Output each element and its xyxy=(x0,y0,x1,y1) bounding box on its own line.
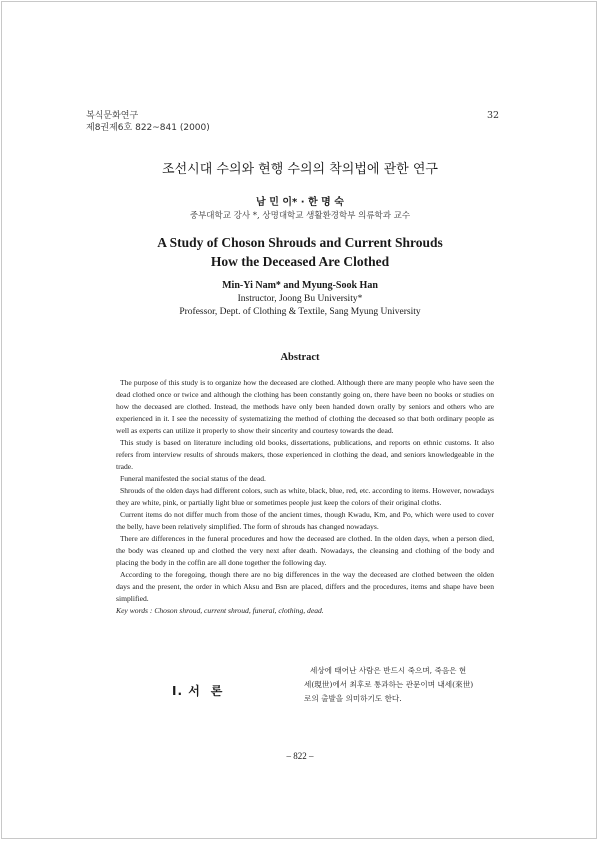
volume-info: 제8권제6호 822~841 (2000) xyxy=(86,123,210,133)
page-number: 32 xyxy=(487,110,500,121)
english-title xyxy=(0,233,600,271)
abstract-paragraph: Shrouds of the olden days had different colors, such as white, black, blue, red, etc. according to items. However, nowadays they are white, pink, or partially light blue or sometimes people just keep the colors of their original cloths. xyxy=(116,486,494,507)
korean-affiliation: 중부대학교 강사 *, 상명대학교 생활환경학부 의류학과 교수 xyxy=(189,211,411,221)
abstract-paragraph: Current items do not differ much from those of the ancient times, though Kwadu, Km, and Po, which were used to cover the belly, have been relatively simplified. The form of shrouds has changed nowadays. xyxy=(116,510,494,531)
section-heading xyxy=(172,682,223,699)
english-affiliation xyxy=(0,293,600,319)
affiliation-line1: Instructor, Joong Bu University* xyxy=(237,294,363,304)
abstract-heading: Abstract xyxy=(280,352,320,363)
korean-body-text xyxy=(304,664,494,706)
footer-page-number: – 822 – xyxy=(286,751,314,761)
keywords: Key words : Choson shroud, current shroud, funeral, clothing, dead. xyxy=(116,606,324,615)
english-authors: Min-Yi Nam* and Myung-Sook Han xyxy=(222,280,378,291)
abstract-body xyxy=(116,377,494,617)
abstract-paragraph: The purpose of this study is to organize how the deceased are clothed. Although there are many people who have seen the dead clothed once or twice and although the clothing has been constantly going on, there have been no books or studies on how the deceased are clothed. Instead, the methods have only been handed down orally by seniors and others who are experienced in it. I see the necessity of systematizing the method of clothing the deceased so that both ordinary people as well as experts can utilize it properly to show their sincerity and courtesy towards the dead. xyxy=(116,378,494,435)
korean-authors: 남 민 이* · 한 명 숙 xyxy=(256,197,344,208)
abstract-paragraph: According to the foregoing, though there are no big differences in the way the deceased are clothed between the olden days and the present, the order in which Aksu and Bsn are placed, differs and the procedures, items and shape have been simplified. xyxy=(116,570,494,603)
korean-title: 조선시대 수의와 현행 수의의 착의법에 관한 연구 xyxy=(162,162,438,177)
english-title-line2: How the Deceased Are Clothed xyxy=(210,254,390,269)
abstract-paragraph: There are differences in the funeral procedures and how the deceased are clothed. In the olden days, when a person died, the body was cleaned up and clothed the very next after death. Nowadays, the cleansing and clothing of the body and placing the body in the coffin are all done together the following day. xyxy=(116,534,494,567)
section-numeral: I. 서 xyxy=(172,684,201,698)
abstract-paragraph: Funeral manifested the social status of the dead. xyxy=(120,474,266,483)
body-line: 로의 출발을 의미하기도 한다. xyxy=(304,694,402,703)
journal-header xyxy=(86,110,210,134)
abstract-paragraph: This study is based on literature including old books, dissertations, publications, and reports on ethnic customs. It also refers from interview results of shrouds makers, those experienced in clothing the dead, and seniors knowledgeable in the trade. xyxy=(116,438,494,471)
english-title-line1: A Study of Choson Shrouds and Current Shrouds xyxy=(157,235,443,250)
body-line: 세상에 태어난 사람은 반드시 죽으며, 죽음은 현 xyxy=(310,666,467,675)
affiliation-line2: Professor, Dept. of Clothing & Textile, Sang Myung University xyxy=(179,307,421,317)
body-line: 세(現世)에서 최후로 통과하는 관문이며 내세(來世) xyxy=(304,680,474,689)
section-word: 론 xyxy=(210,684,224,698)
journal-name: 복식문화연구 xyxy=(86,111,139,121)
